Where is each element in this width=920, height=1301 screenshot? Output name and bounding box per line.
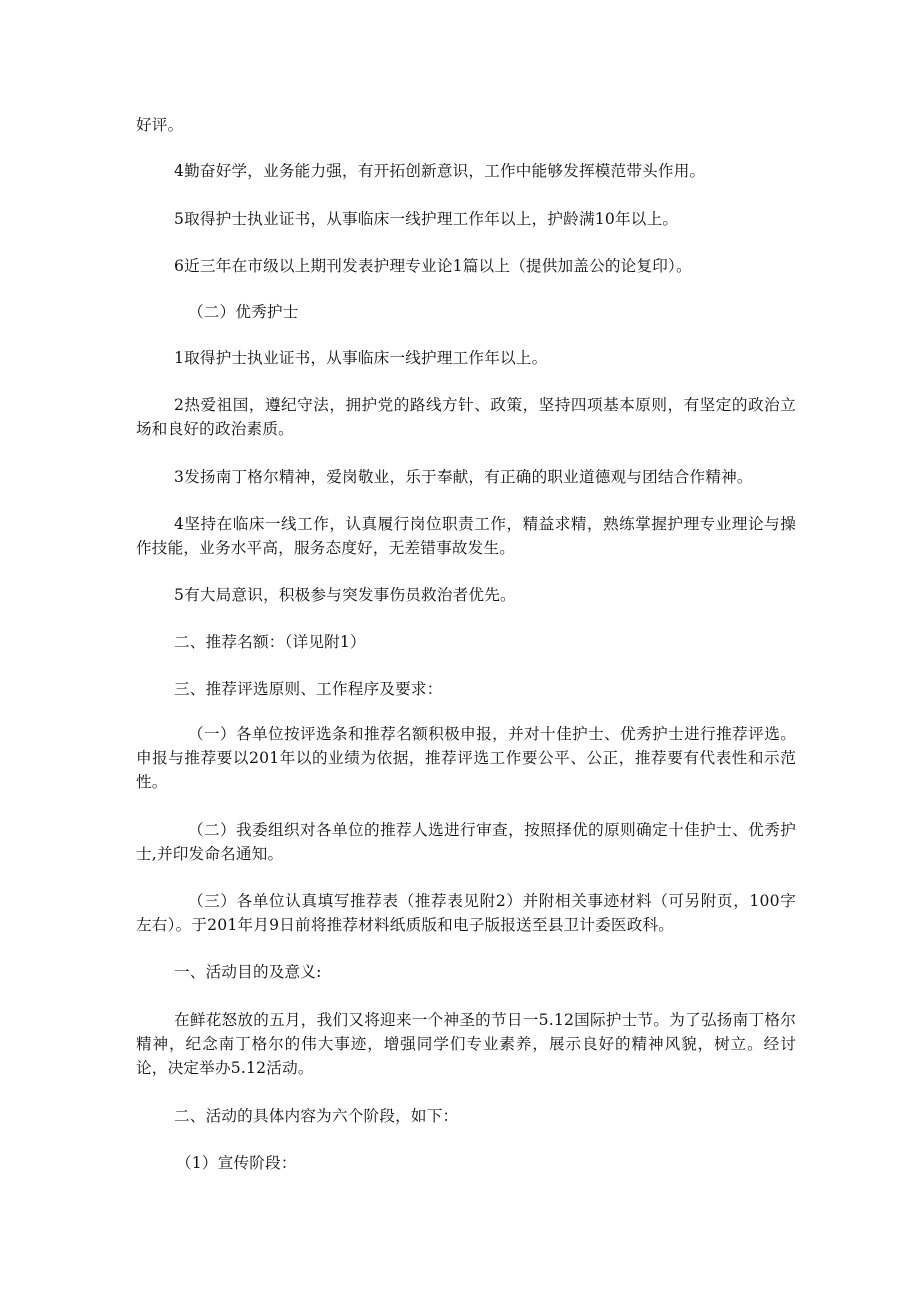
paragraph-excellent-4: 4坚持在临床一线工作，认真履行岗位职责工作，精益求精，熟练掌握护理专业理论与操作技能，业务水平高，服务态度好，无差错事故发生。: [136, 515, 796, 557]
paragraph-purpose: 在鲜花怒放的五月，我们又将迎来一个神圣的节日一5.12国际护士节。为了弘扬南丁格尔精神，纪念南丁格尔的伟大事迹，增强同学们专业素养，展示良好的精神风貌，树立。经讨论，决定举办5.12活动。: [136, 1011, 796, 1077]
paragraph-excellent-1: 1取得护士执业证书，从事临床一线护理工作年以上。: [174, 349, 548, 367]
section-heading-quota: 二、推荐名额：（详见附1）: [174, 633, 366, 651]
paragraph-criterion-4: 4勤奋好学，业务能力强，有开拓创新意识，工作中能够发挥模范带头作用。: [174, 162, 706, 180]
paragraph-excellent-2: 2热爱祖国，遵纪守法，拥护党的路线方针、政策，坚持四项基本原则，有坚定的政治立场和良好的政治素质。: [136, 396, 796, 438]
section-heading-purpose: 一、活动目的及意义:: [174, 963, 322, 981]
section-heading-principles: 三、推荐评选原则、工作程序及要求：: [174, 680, 443, 698]
paragraph-continuation: 好评。: [136, 116, 184, 134]
section-heading-activity-stages: 二、活动的具体内容为六个阶段，如下：: [174, 1107, 459, 1125]
paragraph-excellent-3: 3发扬南丁格尔精神，爱岗敬业，乐于奉献，有正确的职业道德观与团结合作精神。: [174, 468, 753, 486]
paragraph-excellent-5: 5有大局意识，积极参与突发事伤员救治者优先。: [174, 586, 516, 604]
paragraph-criterion-5: 5取得护士执业证书，从事临床一线护理工作年以上，护龄满10年以上。: [174, 210, 679, 228]
paragraph-principle-1: （一）各单位按评选条和推荐名额积极申报，并对十佳护士、优秀护士进行推荐评选。申报与推荐要以201年以的业绩为依据，推荐评选工作要公平、公正，推荐要有代表性和示范性。: [136, 725, 796, 791]
paragraph-principle-3: （三）各单位认真填写推荐表（推荐表见附2）并附相关事迹材料（可另附页，100字左右）。于201年月9日前将推荐材料纸质版和电子版报送至县卫计委医政科。: [136, 892, 796, 934]
paragraph-principle-2: （二）我委组织对各单位的推荐人选进行审查，按照择优的原则确定十佳护士、优秀护士,并印发命名通知。: [136, 821, 796, 863]
section-heading-excellent-nurse: （二）优秀护士: [188, 303, 299, 321]
section-heading-publicity-stage: （1）宣传阶段：: [176, 1154, 297, 1172]
paragraph-criterion-6: 6近三年在市级以上期刊发表护理专业论1篇以上（提供加盖公的论复印）。: [174, 257, 692, 275]
